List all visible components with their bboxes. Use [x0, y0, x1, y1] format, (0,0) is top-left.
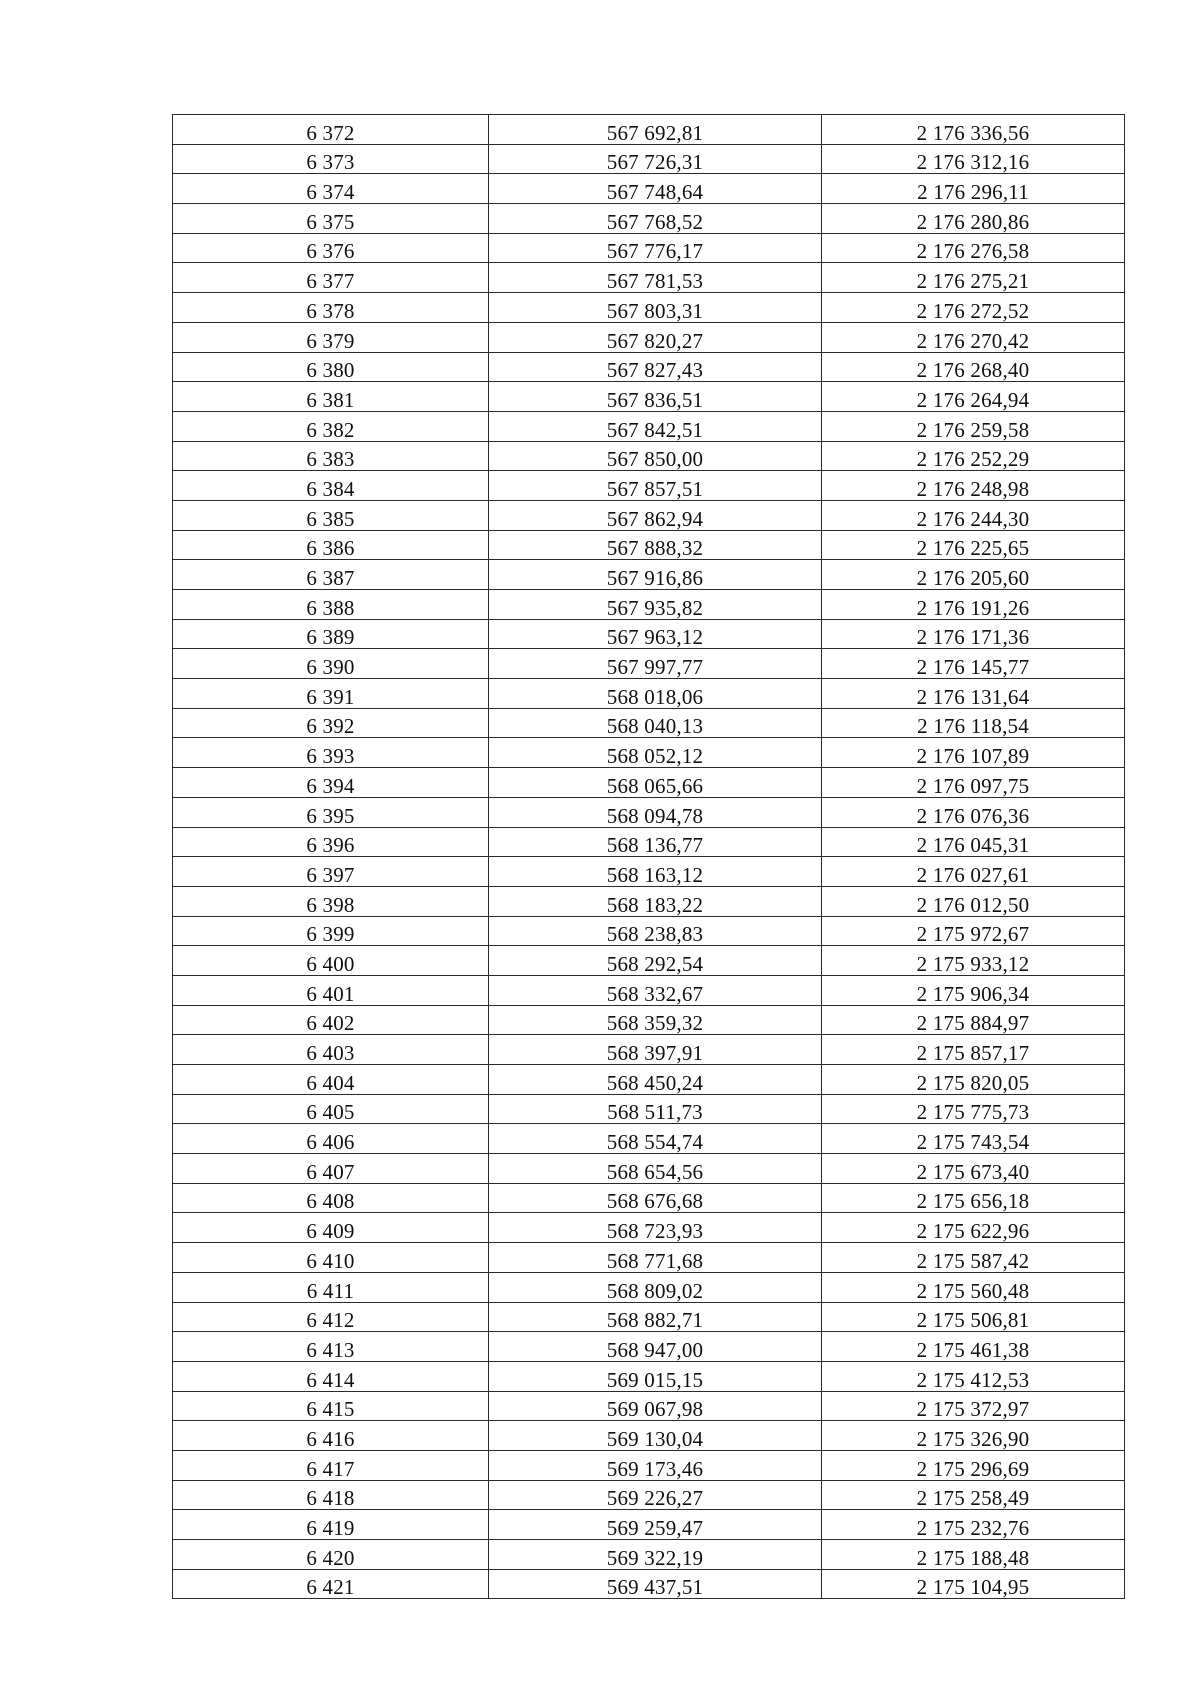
point-number-cell: 6 416: [173, 1421, 489, 1451]
table-row: [173, 1065, 1125, 1095]
point-number-cell: 6 379: [173, 322, 489, 352]
x-coordinate-cell: 569 226,27: [489, 1480, 822, 1510]
x-coordinate-cell: 568 723,93: [489, 1213, 822, 1243]
point-number-cell: 6 376: [173, 233, 489, 263]
point-number-cell: 6 409: [173, 1213, 489, 1243]
point-number-cell: 6 391: [173, 679, 489, 709]
coordinates-table: [172, 114, 1125, 1599]
table-row: [173, 1421, 1125, 1451]
x-coordinate-cell: 568 238,83: [489, 916, 822, 946]
table-row: [173, 204, 1125, 234]
table-row: [173, 1124, 1125, 1154]
y-coordinate-cell: 2 175 506,81: [822, 1302, 1125, 1332]
x-coordinate-cell: 567 963,12: [489, 619, 822, 649]
point-number-cell: 6 382: [173, 411, 489, 441]
x-coordinate-cell: 568 332,67: [489, 975, 822, 1005]
x-coordinate-cell: 568 450,24: [489, 1065, 822, 1095]
table-row: [173, 1035, 1125, 1065]
point-number-cell: 6 413: [173, 1332, 489, 1362]
point-number-cell: 6 386: [173, 530, 489, 560]
table-row: [173, 1154, 1125, 1184]
y-coordinate-cell: 2 176 280,86: [822, 204, 1125, 234]
point-number-cell: 6 411: [173, 1272, 489, 1302]
y-coordinate-cell: 2 175 820,05: [822, 1065, 1125, 1095]
table-row: [173, 916, 1125, 946]
table-row: [173, 1272, 1125, 1302]
y-coordinate-cell: 2 176 191,26: [822, 590, 1125, 620]
x-coordinate-cell: 568 882,71: [489, 1302, 822, 1332]
point-number-cell: 6 397: [173, 857, 489, 887]
x-coordinate-cell: 567 726,31: [489, 144, 822, 174]
point-number-cell: 6 374: [173, 174, 489, 204]
point-number-cell: 6 372: [173, 115, 489, 145]
point-number-cell: 6 383: [173, 441, 489, 471]
point-number-cell: 6 410: [173, 1243, 489, 1273]
y-coordinate-cell: 2 176 097,75: [822, 768, 1125, 798]
x-coordinate-cell: 568 511,73: [489, 1094, 822, 1124]
point-number-cell: 6 401: [173, 975, 489, 1005]
y-coordinate-cell: 2 176 270,42: [822, 322, 1125, 352]
point-number-cell: 6 408: [173, 1183, 489, 1213]
table-row: [173, 679, 1125, 709]
point-number-cell: 6 407: [173, 1154, 489, 1184]
point-number-cell: 6 396: [173, 827, 489, 857]
y-coordinate-cell: 2 175 412,53: [822, 1361, 1125, 1391]
table-row: [173, 1243, 1125, 1273]
y-coordinate-cell: 2 176 312,16: [822, 144, 1125, 174]
table-row: [173, 382, 1125, 412]
y-coordinate-cell: 2 176 076,36: [822, 797, 1125, 827]
point-number-cell: 6 405: [173, 1094, 489, 1124]
point-number-cell: 6 398: [173, 886, 489, 916]
table-row: [173, 946, 1125, 976]
point-number-cell: 6 402: [173, 1005, 489, 1035]
point-number-cell: 6 400: [173, 946, 489, 976]
x-coordinate-cell: 567 827,43: [489, 352, 822, 382]
y-coordinate-cell: 2 176 118,54: [822, 708, 1125, 738]
x-coordinate-cell: 568 065,66: [489, 768, 822, 798]
table-row: [173, 768, 1125, 798]
x-coordinate-cell: 569 173,46: [489, 1450, 822, 1480]
y-coordinate-cell: 2 175 656,18: [822, 1183, 1125, 1213]
point-number-cell: 6 381: [173, 382, 489, 412]
y-coordinate-cell: 2 175 104,95: [822, 1569, 1125, 1599]
y-coordinate-cell: 2 176 205,60: [822, 560, 1125, 590]
point-number-cell: 6 417: [173, 1450, 489, 1480]
table-row: [173, 530, 1125, 560]
x-coordinate-cell: 568 676,68: [489, 1183, 822, 1213]
y-coordinate-cell: 2 175 906,34: [822, 975, 1125, 1005]
x-coordinate-cell: 567 776,17: [489, 233, 822, 263]
x-coordinate-cell: 567 862,94: [489, 500, 822, 530]
x-coordinate-cell: 568 554,74: [489, 1124, 822, 1154]
table-row: [173, 619, 1125, 649]
y-coordinate-cell: 2 175 972,67: [822, 916, 1125, 946]
x-coordinate-cell: 567 857,51: [489, 471, 822, 501]
y-coordinate-cell: 2 175 258,49: [822, 1480, 1125, 1510]
point-number-cell: 6 394: [173, 768, 489, 798]
y-coordinate-cell: 2 175 296,69: [822, 1450, 1125, 1480]
y-coordinate-cell: 2 176 145,77: [822, 649, 1125, 679]
y-coordinate-cell: 2 176 171,36: [822, 619, 1125, 649]
x-coordinate-cell: 567 748,64: [489, 174, 822, 204]
x-coordinate-cell: 567 842,51: [489, 411, 822, 441]
table-row: [173, 144, 1125, 174]
y-coordinate-cell: 2 176 252,29: [822, 441, 1125, 471]
y-coordinate-cell: 2 176 244,30: [822, 500, 1125, 530]
y-coordinate-cell: 2 176 272,52: [822, 293, 1125, 323]
point-number-cell: 6 404: [173, 1065, 489, 1095]
y-coordinate-cell: 2 176 248,98: [822, 471, 1125, 501]
x-coordinate-cell: 567 850,00: [489, 441, 822, 471]
table-row: [173, 708, 1125, 738]
y-coordinate-cell: 2 176 268,40: [822, 352, 1125, 382]
point-number-cell: 6 420: [173, 1540, 489, 1570]
x-coordinate-cell: 567 997,77: [489, 649, 822, 679]
y-coordinate-cell: 2 176 296,11: [822, 174, 1125, 204]
point-number-cell: 6 378: [173, 293, 489, 323]
point-number-cell: 6 388: [173, 590, 489, 620]
table-row: [173, 1510, 1125, 1540]
y-coordinate-cell: 2 176 276,58: [822, 233, 1125, 263]
y-coordinate-cell: 2 176 107,89: [822, 738, 1125, 768]
x-coordinate-cell: 568 292,54: [489, 946, 822, 976]
coordinates-table-body: [173, 115, 1125, 1599]
point-number-cell: 6 387: [173, 560, 489, 590]
y-coordinate-cell: 2 175 461,38: [822, 1332, 1125, 1362]
y-coordinate-cell: 2 175 560,48: [822, 1272, 1125, 1302]
table-row: [173, 857, 1125, 887]
table-row: [173, 1540, 1125, 1570]
y-coordinate-cell: 2 175 622,96: [822, 1213, 1125, 1243]
y-coordinate-cell: 2 176 027,61: [822, 857, 1125, 887]
table-row: [173, 263, 1125, 293]
x-coordinate-cell: 568 947,00: [489, 1332, 822, 1362]
point-number-cell: 6 406: [173, 1124, 489, 1154]
point-number-cell: 6 418: [173, 1480, 489, 1510]
y-coordinate-cell: 2 176 045,31: [822, 827, 1125, 857]
point-number-cell: 6 380: [173, 352, 489, 382]
point-number-cell: 6 412: [173, 1302, 489, 1332]
x-coordinate-cell: 567 836,51: [489, 382, 822, 412]
y-coordinate-cell: 2 176 264,94: [822, 382, 1125, 412]
point-number-cell: 6 385: [173, 500, 489, 530]
table-row: [173, 797, 1125, 827]
point-number-cell: 6 384: [173, 471, 489, 501]
x-coordinate-cell: 568 052,12: [489, 738, 822, 768]
point-number-cell: 6 403: [173, 1035, 489, 1065]
y-coordinate-cell: 2 175 933,12: [822, 946, 1125, 976]
table-row: [173, 975, 1125, 1005]
x-coordinate-cell: 568 183,22: [489, 886, 822, 916]
x-coordinate-cell: 567 781,53: [489, 263, 822, 293]
point-number-cell: 6 421: [173, 1569, 489, 1599]
table-row: [173, 1391, 1125, 1421]
x-coordinate-cell: 569 130,04: [489, 1421, 822, 1451]
table-row: [173, 1213, 1125, 1243]
x-coordinate-cell: 569 259,47: [489, 1510, 822, 1540]
x-coordinate-cell: 568 809,02: [489, 1272, 822, 1302]
table-row: [173, 886, 1125, 916]
x-coordinate-cell: 568 136,77: [489, 827, 822, 857]
y-coordinate-cell: 2 175 326,90: [822, 1421, 1125, 1451]
x-coordinate-cell: 567 916,86: [489, 560, 822, 590]
x-coordinate-cell: 568 094,78: [489, 797, 822, 827]
y-coordinate-cell: 2 176 259,58: [822, 411, 1125, 441]
point-number-cell: 6 389: [173, 619, 489, 649]
x-coordinate-cell: 568 397,91: [489, 1035, 822, 1065]
x-coordinate-cell: 567 935,82: [489, 590, 822, 620]
x-coordinate-cell: 568 018,06: [489, 679, 822, 709]
x-coordinate-cell: 568 654,56: [489, 1154, 822, 1184]
table-row: [173, 411, 1125, 441]
table-row: [173, 1480, 1125, 1510]
x-coordinate-cell: 568 163,12: [489, 857, 822, 887]
point-number-cell: 6 390: [173, 649, 489, 679]
table-row: [173, 471, 1125, 501]
table-row: [173, 738, 1125, 768]
table-row: [173, 1094, 1125, 1124]
x-coordinate-cell: 569 067,98: [489, 1391, 822, 1421]
point-number-cell: 6 414: [173, 1361, 489, 1391]
table-row: [173, 115, 1125, 145]
table-row: [173, 649, 1125, 679]
table-row: [173, 352, 1125, 382]
y-coordinate-cell: 2 175 587,42: [822, 1243, 1125, 1273]
y-coordinate-cell: 2 175 775,73: [822, 1094, 1125, 1124]
x-coordinate-cell: 567 888,32: [489, 530, 822, 560]
table-row: [173, 590, 1125, 620]
point-number-cell: 6 395: [173, 797, 489, 827]
x-coordinate-cell: 567 820,27: [489, 322, 822, 352]
y-coordinate-cell: 2 175 232,76: [822, 1510, 1125, 1540]
table-row: [173, 233, 1125, 263]
table-row: [173, 174, 1125, 204]
table-row: [173, 441, 1125, 471]
y-coordinate-cell: 2 176 275,21: [822, 263, 1125, 293]
y-coordinate-cell: 2 175 884,97: [822, 1005, 1125, 1035]
table-row: [173, 1302, 1125, 1332]
x-coordinate-cell: 569 015,15: [489, 1361, 822, 1391]
x-coordinate-cell: 568 040,13: [489, 708, 822, 738]
x-coordinate-cell: 567 768,52: [489, 204, 822, 234]
table-row: [173, 1005, 1125, 1035]
table-row: [173, 1183, 1125, 1213]
y-coordinate-cell: 2 175 743,54: [822, 1124, 1125, 1154]
x-coordinate-cell: 569 437,51: [489, 1569, 822, 1599]
y-coordinate-cell: 2 175 372,97: [822, 1391, 1125, 1421]
table-row: [173, 293, 1125, 323]
y-coordinate-cell: 2 176 131,64: [822, 679, 1125, 709]
table-row: [173, 827, 1125, 857]
table-row: [173, 1361, 1125, 1391]
point-number-cell: 6 377: [173, 263, 489, 293]
point-number-cell: 6 415: [173, 1391, 489, 1421]
point-number-cell: 6 375: [173, 204, 489, 234]
y-coordinate-cell: 2 175 188,48: [822, 1540, 1125, 1570]
point-number-cell: 6 393: [173, 738, 489, 768]
table-row: [173, 1332, 1125, 1362]
y-coordinate-cell: 2 176 012,50: [822, 886, 1125, 916]
y-coordinate-cell: 2 175 673,40: [822, 1154, 1125, 1184]
table-row: [173, 1450, 1125, 1480]
table-row: [173, 560, 1125, 590]
point-number-cell: 6 392: [173, 708, 489, 738]
table-row: [173, 322, 1125, 352]
x-coordinate-cell: 567 803,31: [489, 293, 822, 323]
point-number-cell: 6 399: [173, 916, 489, 946]
x-coordinate-cell: 567 692,81: [489, 115, 822, 145]
point-number-cell: 6 419: [173, 1510, 489, 1540]
x-coordinate-cell: 569 322,19: [489, 1540, 822, 1570]
x-coordinate-cell: 568 771,68: [489, 1243, 822, 1273]
point-number-cell: 6 373: [173, 144, 489, 174]
y-coordinate-cell: 2 175 857,17: [822, 1035, 1125, 1065]
table-row: [173, 1569, 1125, 1599]
table-row: [173, 500, 1125, 530]
y-coordinate-cell: 2 176 336,56: [822, 115, 1125, 145]
x-coordinate-cell: 568 359,32: [489, 1005, 822, 1035]
y-coordinate-cell: 2 176 225,65: [822, 530, 1125, 560]
